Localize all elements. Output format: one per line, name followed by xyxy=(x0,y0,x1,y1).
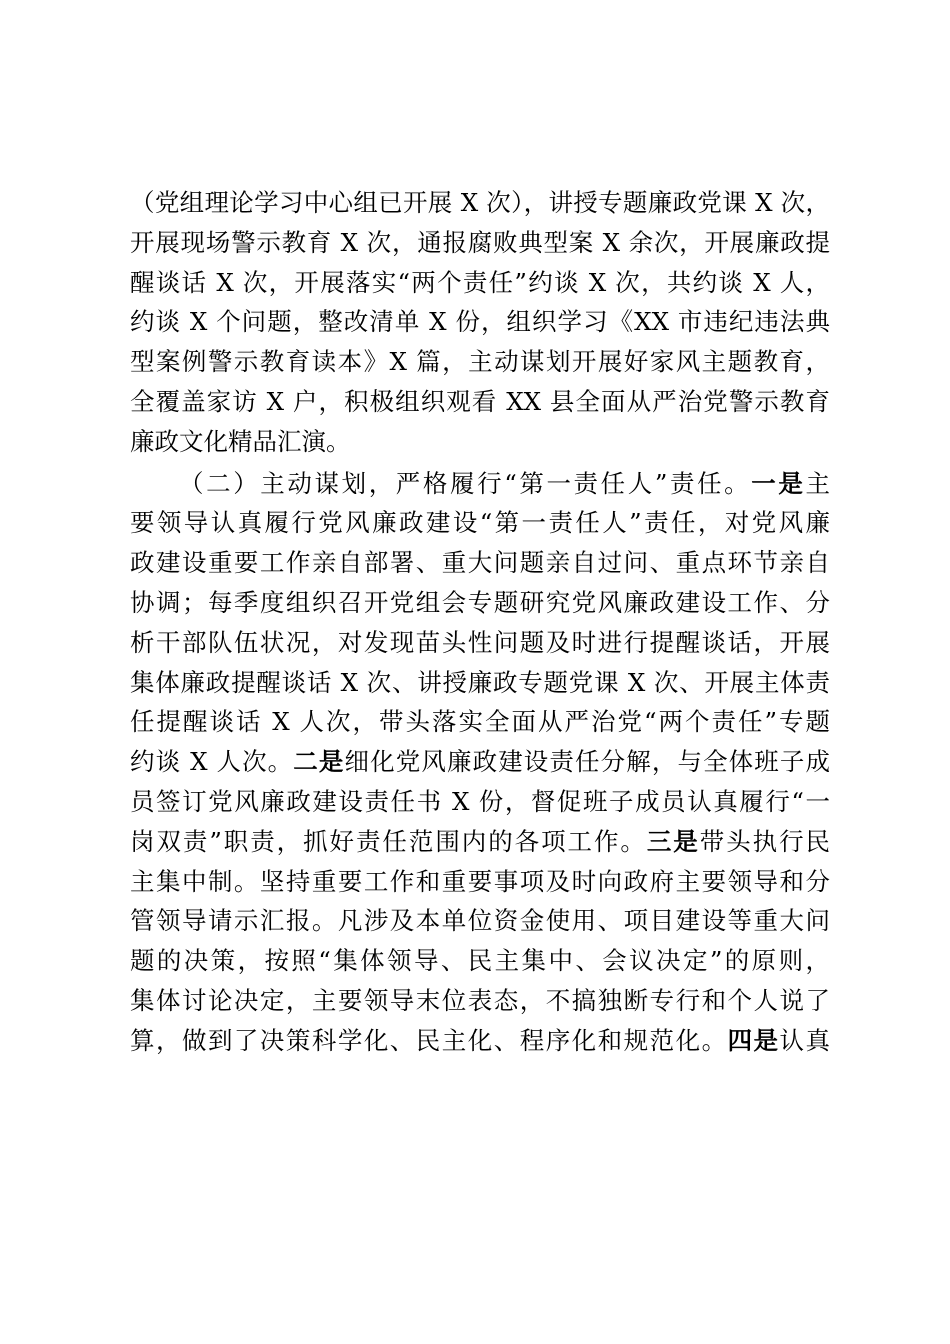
text-line: 开展现场警示教育 X 次，通报腐败典型案 X 余次，开展廉政提 xyxy=(130,227,830,257)
text-line: 型案例警示教育读本》X 篇，主动谋划开展好家风主题教育， xyxy=(130,347,830,377)
text-fragment: 约谈 X 人次。 xyxy=(130,747,294,777)
paragraph-2 xyxy=(130,464,830,1061)
text-line: 析干部队伍状况，对发现苗头性问题及时进行提醒谈话，开展 xyxy=(130,627,830,657)
text-line: 要领导认真履行党风廉政建设“第一责任人”责任，对党风廉 xyxy=(130,508,830,538)
text-line: 集体廉政提醒谈话 X 次、讲授廉政专题党课 X 次、开展主体责 xyxy=(130,667,830,697)
text-line: 集体讨论决定，主要领导末位表态，不搞独断专行和个人说了 xyxy=(130,985,830,1015)
text-line: 题的决策，按照“集体领导、民主集中、会议决定”的原则， xyxy=(130,946,830,976)
text-line: 政建设重要工作亲自部署、重大问题亲自过问、重点环节亲自 xyxy=(130,548,830,578)
text-fragment: 岗双责”职责，抓好责任范围内的各项工作。 xyxy=(130,826,647,856)
emphasis-text: 二是 xyxy=(293,747,345,777)
text-line: 约谈 X 个问题，整改清单 X 份，组织学习《XX 市违纪违法典 xyxy=(130,307,830,337)
text-line xyxy=(130,464,830,504)
emphasis-text: 一是 xyxy=(751,468,806,498)
text-line: 全覆盖家访 X 户，积极组织观看 XX 县全面从严治党警示教育 xyxy=(130,386,830,416)
text-line: 醒谈话 X 次，开展落实“两个责任”约谈 X 次，共约谈 X 人， xyxy=(130,267,830,297)
text-line: 任提醒谈话 X 人次，带头落实全面从严治党“两个责任”专题 xyxy=(130,707,830,737)
emphasis-text: 四是 xyxy=(727,1025,780,1055)
text-fragment: 算，做到了决策科学化、民主化、程序化和规范化。 xyxy=(130,1025,728,1055)
section-heading: （二）主动谋划，严格履行“第一责任人”责任。 xyxy=(179,468,752,498)
text-fragment: 主 xyxy=(805,468,830,498)
emphasis-text: 三是 xyxy=(646,826,700,856)
text-line: （党组理论学习中心组已开展 X 次），讲授专题廉政党课 X 次， xyxy=(130,188,830,217)
text-line xyxy=(130,742,830,782)
text-fragment: 细化党风廉政建设责任分解，与全体班子成 xyxy=(344,747,831,777)
text-fragment: 带头执行民 xyxy=(699,826,831,856)
text-line: 协调；每季度组织召开党组会专题研究党风廉政建设工作、分 xyxy=(130,587,830,617)
paragraph-1 xyxy=(130,183,830,462)
text-line: 管领导请示汇报。凡涉及本单位资金使用、项目建设等重大问 xyxy=(130,906,830,936)
text-fragment: 认真 xyxy=(779,1025,831,1055)
text-line: 员签订党风廉政建设责任书 X 份，督促班子成员认真履行“一 xyxy=(130,786,830,816)
document-body xyxy=(130,183,830,1061)
text-line xyxy=(130,1021,830,1061)
text-line xyxy=(130,822,830,862)
text-line: 主集中制。坚持重要工作和重要事项及时向政府主要领导和分 xyxy=(130,866,830,896)
text-line: 廉政文化精品汇演。 xyxy=(130,426,351,456)
